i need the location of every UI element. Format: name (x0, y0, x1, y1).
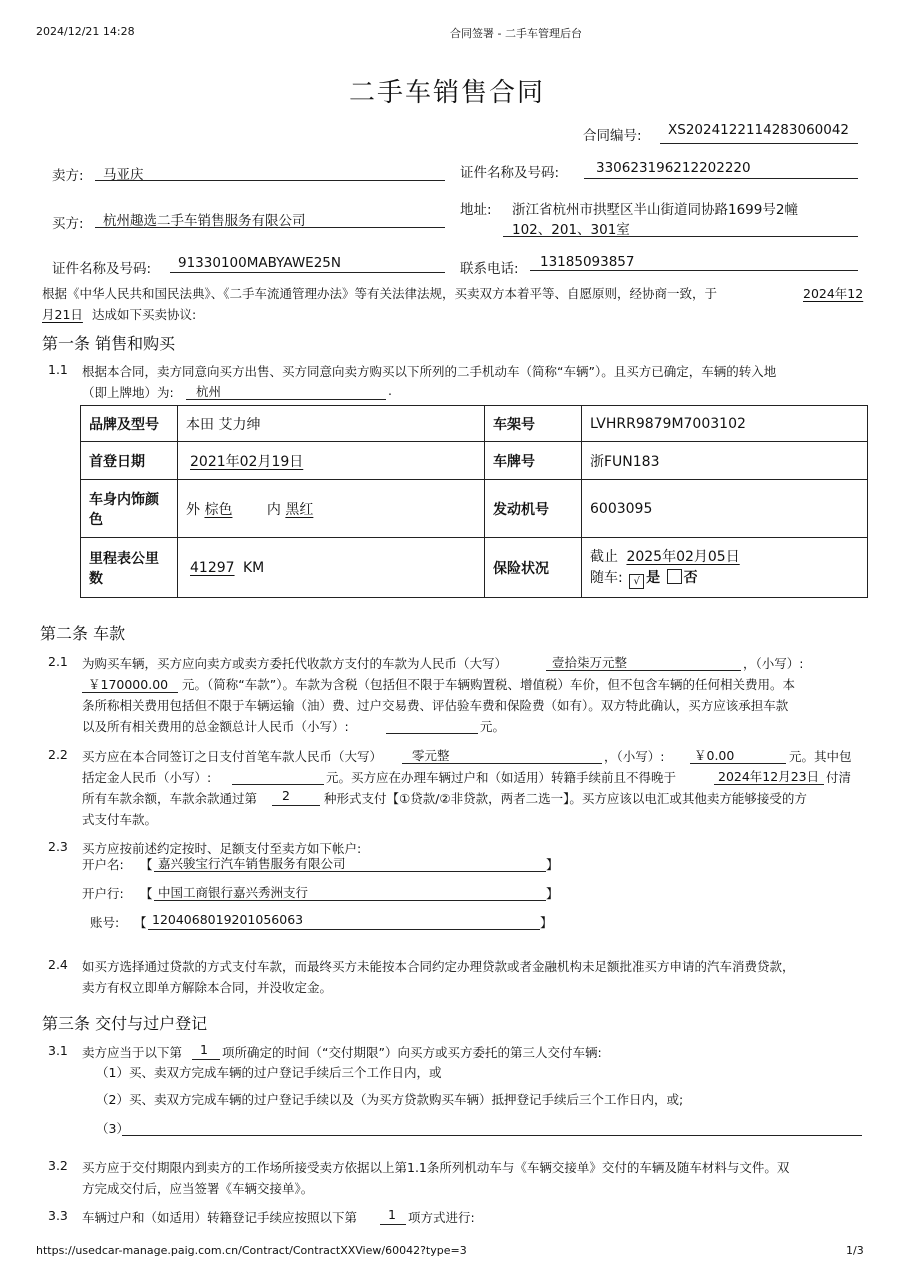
clause-2-1-text-e: 元。 (480, 719, 506, 734)
seller-name: 马亚庆 (103, 167, 144, 183)
clause-2-4-text-a: 如买方选择通过贷款的方式支付车款，而最终买方未能按本合同约定办理贷款或者金融机构未足额批准买方申请的汽车消费贷款， (82, 959, 795, 974)
clause-3-1-text-b: 项所确定的时间（“交付期限”）向买方或买方委托的第三人交付车辆: (222, 1045, 602, 1060)
period-mark: . (388, 383, 392, 398)
engine-value: 6003095 (582, 480, 868, 538)
plate-value: 浙FUN183 (582, 442, 868, 480)
clause-2-4-text-b: 卖方有权立即单方解除本合同，并没收定金。 (82, 980, 333, 995)
print-datetime: 2024/12/21 14:28 (36, 25, 135, 38)
intro-date-b: 月21日 (42, 307, 83, 322)
clause-2-1-number: 2.1 (48, 654, 68, 669)
insurance-until-value: 2025年02月05日 (626, 548, 740, 565)
bracket-open-3: 【 (134, 915, 147, 930)
clause-3-3-text-b: 项方式进行: (408, 1210, 475, 1225)
clause-2-2-text-h: 式支付车款。 (82, 812, 158, 827)
brand-value: 本田 艾力绅 (178, 406, 485, 442)
bank-value: 中国工商银行嘉兴秀洲支行 (158, 885, 309, 900)
first-payment-amount: ￥0.00 (694, 748, 735, 763)
delivery-option-1: （1）买、卖双方完成车辆的过户登记手续后三个工作日内，或 (96, 1065, 442, 1080)
intro-text: 根据《中华人民共和国民法典》、《二手车流通管理办法》等有关法律法规，买卖双方本着平等、自愿原则，经协商一致，于 (42, 286, 718, 301)
clause-1-1-number: 1.1 (48, 362, 68, 377)
clause-1-1-text: 根据本合同，卖方同意向买方出售、买方同意向卖方购买以下所列的二手机动车（简称“车辆”）。且买方已确定，车辆的转入地 (82, 364, 777, 379)
exterior-color: 棕色 (204, 501, 233, 518)
interior-label: 内 (266, 501, 281, 518)
clause-3-3-number: 3.3 (48, 1208, 68, 1223)
buyer-address-line2: 102、201、301室 (512, 222, 630, 238)
buyer-phone-value: 13185093857 (540, 254, 635, 270)
insurance-cell (582, 538, 868, 598)
bracket-close-3: 】 (540, 915, 553, 930)
clause-2-1-small: ，（小写）: (743, 656, 804, 671)
bracket-close-2: 】 (546, 886, 559, 901)
insurance-label: 保险状况 (485, 538, 582, 598)
registration-city: 杭州 (196, 384, 222, 399)
delivery-option-3: （3） (96, 1121, 129, 1136)
mileage-cell (178, 538, 485, 598)
buyer-address-label: 地址: (460, 202, 492, 218)
insurance-until-label: 截止 (590, 548, 618, 565)
document-title: 二手车销售合同 (349, 78, 546, 108)
clause-2-4-number: 2.4 (48, 957, 68, 972)
balance-due-date: 2024年12月23日 (718, 769, 820, 784)
browser-page-title: 合同签署 - 二手车管理后台 (450, 27, 582, 40)
clause-3-2-number: 3.2 (48, 1158, 68, 1173)
color-label: 车身内饰颜色 (81, 480, 178, 538)
account-name-label: 开户名: (82, 857, 124, 872)
account-no-value: 1204068019201056063 (152, 912, 304, 927)
vin-value: LVHRR9879M7003102 (582, 406, 868, 442)
article-1-title: 第一条 销售和购买 (42, 334, 176, 353)
mileage-unit: KM (243, 559, 265, 576)
clause-2-1-text-c: 条所称相关费用包括但不限于车辆运输（油）费、过户交易费、评估验车费和保险费（如有）。双方特此确认，买方应该承担车款 (82, 698, 789, 713)
bracket-open-2: 【 (140, 886, 153, 901)
clause-3-3-text-a: 车辆过户和（如适用）转籍登记手续应按照以下第 (82, 1210, 358, 1225)
interior-color: 黑红 (285, 501, 314, 518)
contract-no-label: 合同编号: (583, 128, 642, 144)
intro-date-a: 2024年12 (803, 286, 864, 301)
clause-2-2-text-e: 付清 (826, 770, 852, 785)
clause-2-2-text-b: 元。其中包 (789, 749, 852, 764)
clause-1-1-text-b: （即上牌地）为: (82, 385, 174, 400)
insurance-yes-checkbox[interactable]: √ (629, 574, 644, 589)
seller-id-value: 330623196212202220 (596, 160, 751, 176)
seller-label: 卖方: (52, 168, 84, 184)
buyer-address-line1: 浙江省杭州市拱墅区半山街道同协路1699号2幢 (512, 202, 798, 218)
plate-label: 车牌号 (485, 442, 582, 480)
contract-no-value: XS2024122114283060042 (668, 122, 850, 138)
clause-3-2-text-a: 买方应于交付期限内到卖方的工作场所接受卖方依据以上第1.1条所列机动车与《车辆交接单》交付的车辆及随车材料与文件。双 (82, 1160, 790, 1175)
payment-method: 2 (282, 788, 290, 803)
buyer-phone-label: 联系电话: (460, 261, 519, 277)
clause-2-2-small: ，（小写）: (604, 749, 665, 764)
mileage-value: 41297 (190, 559, 235, 576)
clause-2-1-text-d: 以及所有相关费用的总金额总计人民币（小写）: (82, 719, 349, 734)
article-3-title: 第三条 交付与过户登记 (42, 1014, 208, 1033)
clause-2-2-text-g: 种形式支付【①贷款/②非贷款，两者二选一】。买方应该以电汇或其他卖方能够接受的方 (324, 791, 807, 806)
price-upper: 壹拾柒万元整 (552, 655, 628, 670)
insurance-yes-label: 是 (646, 569, 661, 586)
buyer-id-label: 证件名称及号码: (52, 261, 152, 277)
clause-2-2-text-f: 所有车款余额，车款余款通过第 (82, 791, 258, 806)
insurance-with-label: 随车: (590, 569, 623, 586)
clause-2-2-text-d: 元。买方应在办理车辆过户和（如适用）转籍手续前且不得晚于 (326, 770, 677, 785)
bracket-close-1: 】 (546, 857, 559, 872)
delivery-option-item: 1 (200, 1042, 208, 1057)
clause-3-1-number: 3.1 (48, 1043, 68, 1058)
transfer-option-item: 1 (388, 1207, 396, 1222)
price-amount: ￥170000.00 (88, 677, 169, 692)
clause-2-2-number: 2.2 (48, 747, 68, 762)
engine-label: 发动机号 (485, 480, 582, 538)
intro-text-rest: 达成如下买卖协议: (92, 307, 197, 322)
first-reg-cell (178, 442, 485, 480)
buyer-label: 买方: (52, 216, 84, 232)
delivery-option-2: （2）买、卖双方完成车辆的过户登记手续以及（为买方贷款购买车辆）抵押登记手续后三个工作日内，或; (96, 1092, 684, 1107)
vin-label: 车架号 (485, 406, 582, 442)
color-cell (178, 480, 485, 538)
brand-label: 品牌及型号 (81, 406, 178, 442)
first-reg-value: 2021年02月19日 (190, 453, 304, 470)
clause-3-2-text-b: 方完成交付后，应当签署《车辆交接单》。 (82, 1181, 314, 1196)
clause-2-3-text: 买方应按前述约定按时、足额支付至卖方如下帐户: (82, 841, 362, 856)
page-number: 1/3 (846, 1244, 864, 1257)
page-url: https://usedcar-manage.paig.com.cn/Contract/ContractXXView/60042?type=3 (36, 1244, 467, 1257)
vehicle-info-table (80, 405, 868, 598)
bank-label: 开户行: (82, 886, 124, 901)
buyer-name: 杭州趣选二手车销售服务有限公司 (103, 213, 306, 229)
clause-2-2-text-c: 括定金人民币（小写）: (82, 770, 212, 785)
exterior-label: 外 (186, 501, 200, 518)
mileage-label: 里程表公里数 (81, 538, 178, 598)
first-payment-upper: 零元整 (412, 748, 450, 763)
bracket-open-1: 【 (140, 857, 153, 872)
insurance-no-checkbox[interactable] (667, 569, 682, 584)
buyer-id-value: 91330100MABYAWE25N (178, 255, 341, 271)
clause-2-1-text-a: 为购买车辆，买方应向卖方或卖方委托代收款方支付的车款为人民币（大写） (82, 656, 508, 671)
insurance-no-label: 否 (683, 569, 698, 586)
article-2-title: 第二条 车款 (40, 624, 126, 643)
account-no-label: 账号: (90, 915, 120, 930)
clause-2-2-text-a: 买方应在本合同签订之日支付首笔车款人民币（大写） (82, 749, 383, 764)
account-name-value: 嘉兴骏宝行汽车销售服务有限公司 (158, 856, 346, 871)
seller-id-label: 证件名称及号码: (460, 165, 560, 181)
first-reg-label: 首登日期 (81, 442, 178, 480)
clause-3-1-text-a: 卖方应当于以下第 (82, 1045, 183, 1060)
clause-2-1-text-b: 元。（简称“车款”）。车款为含税（包括但不限于车辆购置税、增值税）车价，但不包含车辆的任何相关费用。本 (182, 677, 795, 692)
clause-2-3-number: 2.3 (48, 839, 68, 854)
